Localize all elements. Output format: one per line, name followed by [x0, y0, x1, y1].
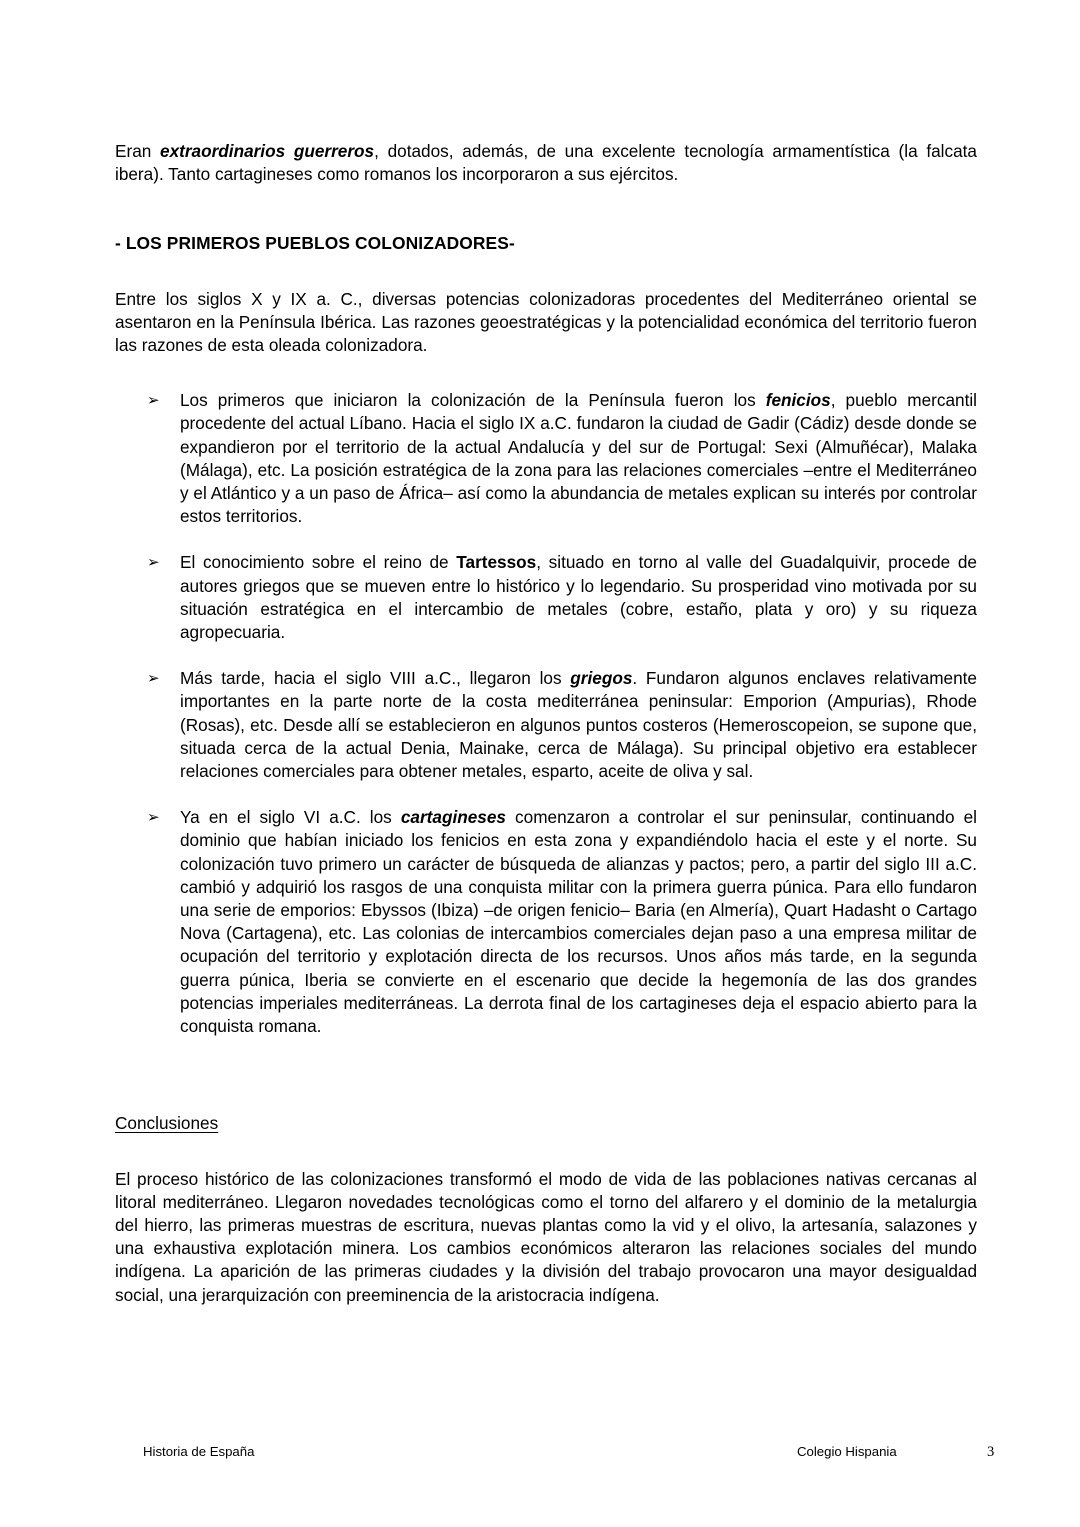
conclusions-heading: Conclusiones: [115, 1113, 219, 1134]
list-item-text-part-2: . Fundaron algunos enclaves relativamente importantes en la parte norte de la costa mediterránea peninsular: Emporion (Ampurias), Rhode (Rosas), etc. Desde allí se establecieron en algunos puntos costeros (Hemeroscopeion, se supone que, situada cerca de la actual Denia, Mainake, cerca de Málaga). Su principal objetivo era establecer relaciones comerciales para obtener metales, esparto, aceite de oliva y sal.: [180, 668, 977, 782]
list-item-text-part-2: , pueblo mercantil procedente del actual Líbano. Hacia el siglo IX a.C. fundaron la ciudad de Gadir (Cádiz) desde donde se expandieron por el territorio de la actual Andalucía y del sur de Portugal: Sexi (Almuñécar), Malaka (Málaga), etc. La posición estratégica de la zona para las relaciones comerciales –entre el Mediterráneo y el Atlántico y a un paso de África– así como la abundancia de metales explican su interés por controlar estos territorios.: [180, 390, 977, 527]
arrow-bullet-icon: ➢: [147, 669, 160, 688]
list-item-text-part-2: comenzaron a controlar el sur peninsular, continuando el dominio que habían iniciado los fenicios en esta zona y expandiéndolo hacia el este y el norte. Su colonización tuvo primero un carácter de búsqueda de alianzas y pactos; pero, a partir del siglo III a.C. cambió y adquirió los rasgos de una conquista militar con la primera guerra púnica. Para ello fundaron una serie de emporios: Ebyssos (Ibiza) –de origen fenicio– Baria (en Almería), Quart Hadasht o Cartago Nova (Cartagena), etc. Las colonias de intercambios comerciales dejan paso a una empresa militar de ocupación del territorio y explotación directa de los recursos. Unos años más tarde, en la segunda guerra púnica, Iberia se convierte en el escenario que decide la hegemonía de las dos grandes potencias imperiales mediterráneas. La derrota final de los cartagineses deja el espacio abierto para la conquista romana.: [180, 807, 978, 1037]
list-item: [115, 806, 977, 1038]
conclusions-paragraph: El proceso histórico de las colonizaciones transformó el modo de vida de las poblaciones nativas cercanas al litoral mediterráneo. Llegaron novedades tecnológicas como el torno del alfarero y el dominio de la metalurgia del hierro, las primeras muestras de escritura, nuevas plantas como la vid y el olivo, la artesanía, salazones y una exhaustiva explotación minera. Los cambios económicos alteraron las relaciones sociales del mundo indígena. La aparición de las primeras ciudades y la división del trabajo provocaron una mayor desigualdad social, una jerarquización con preeminencia de la aristocracia indígena.: [115, 1168, 977, 1305]
list-item-emphasis: fenicios: [765, 390, 831, 411]
list-item-text-part-1: Más tarde, hacia el siglo VIII a.C., llegaron los: [180, 668, 571, 689]
section-intro-paragraph: Entre los siglos X y IX a. C., diversas potencias colonizadoras procedentes del Mediterráneo oriental se asentaron en la Península Ibérica. Las razones geoestratégicas y la potencialidad económica del territorio fueron las razones de esta oleada colonizadora.: [115, 288, 977, 356]
list-item-text-part-1: Ya en el siglo VI a.C. los: [180, 807, 401, 828]
list-item-emphasis: Tartessos: [456, 552, 537, 573]
spacer: [115, 1136, 977, 1168]
list-item-text-part-1: El conocimiento sobre el reino de: [180, 552, 457, 573]
spacer: [115, 1038, 977, 1112]
spacer: [115, 357, 977, 389]
footer-left-label: Historia de España: [143, 1444, 255, 1459]
footer-page-number: 3: [987, 1444, 995, 1460]
intro-text-part-2: , dotados, además, de una excelente tecnología armamentística (la falcata ibera). Tanto cartagineses como romanos los incorporaron a sus ejércitos.: [115, 141, 977, 185]
list-item-emphasis: cartagineses: [400, 807, 506, 828]
list-item: [115, 667, 977, 783]
list-item-emphasis: griegos: [570, 668, 633, 689]
list-item-text-part-1: Los primeros que iniciaron la colonización de la Península fueron los: [180, 390, 766, 411]
list-item: [115, 389, 977, 528]
arrow-bullet-icon: ➢: [147, 553, 160, 572]
page-footer: [115, 1442, 1005, 1466]
intro-emphasis: extraordinarios guerreros: [160, 141, 375, 161]
document-content: [115, 140, 977, 1307]
list-item-text-part-2: , situado en torno al valle del Guadalquivir, procede de autores griegos que se mueven entre lo histórico y lo legendario. Su prosperidad vino motivada por su situación estratégica en el intercambio de metales (cobre, estaño, plata y oro) y su riqueza agropecuaria.: [180, 552, 977, 643]
page-title: - LOS PRIMEROS PUEBLOS COLONIZADORES-: [115, 233, 515, 254]
list-item: [115, 551, 977, 644]
colonizers-bullet-list: [115, 389, 977, 1038]
spacer: [115, 256, 977, 288]
footer-right-label: Colegio Hispania: [797, 1444, 897, 1459]
arrow-bullet-icon: ➢: [147, 808, 160, 827]
intro-text-part-1: Eran: [115, 141, 161, 161]
arrow-bullet-icon: ➢: [147, 391, 160, 410]
spacer: [115, 186, 977, 232]
intro-paragraph: [115, 140, 977, 186]
